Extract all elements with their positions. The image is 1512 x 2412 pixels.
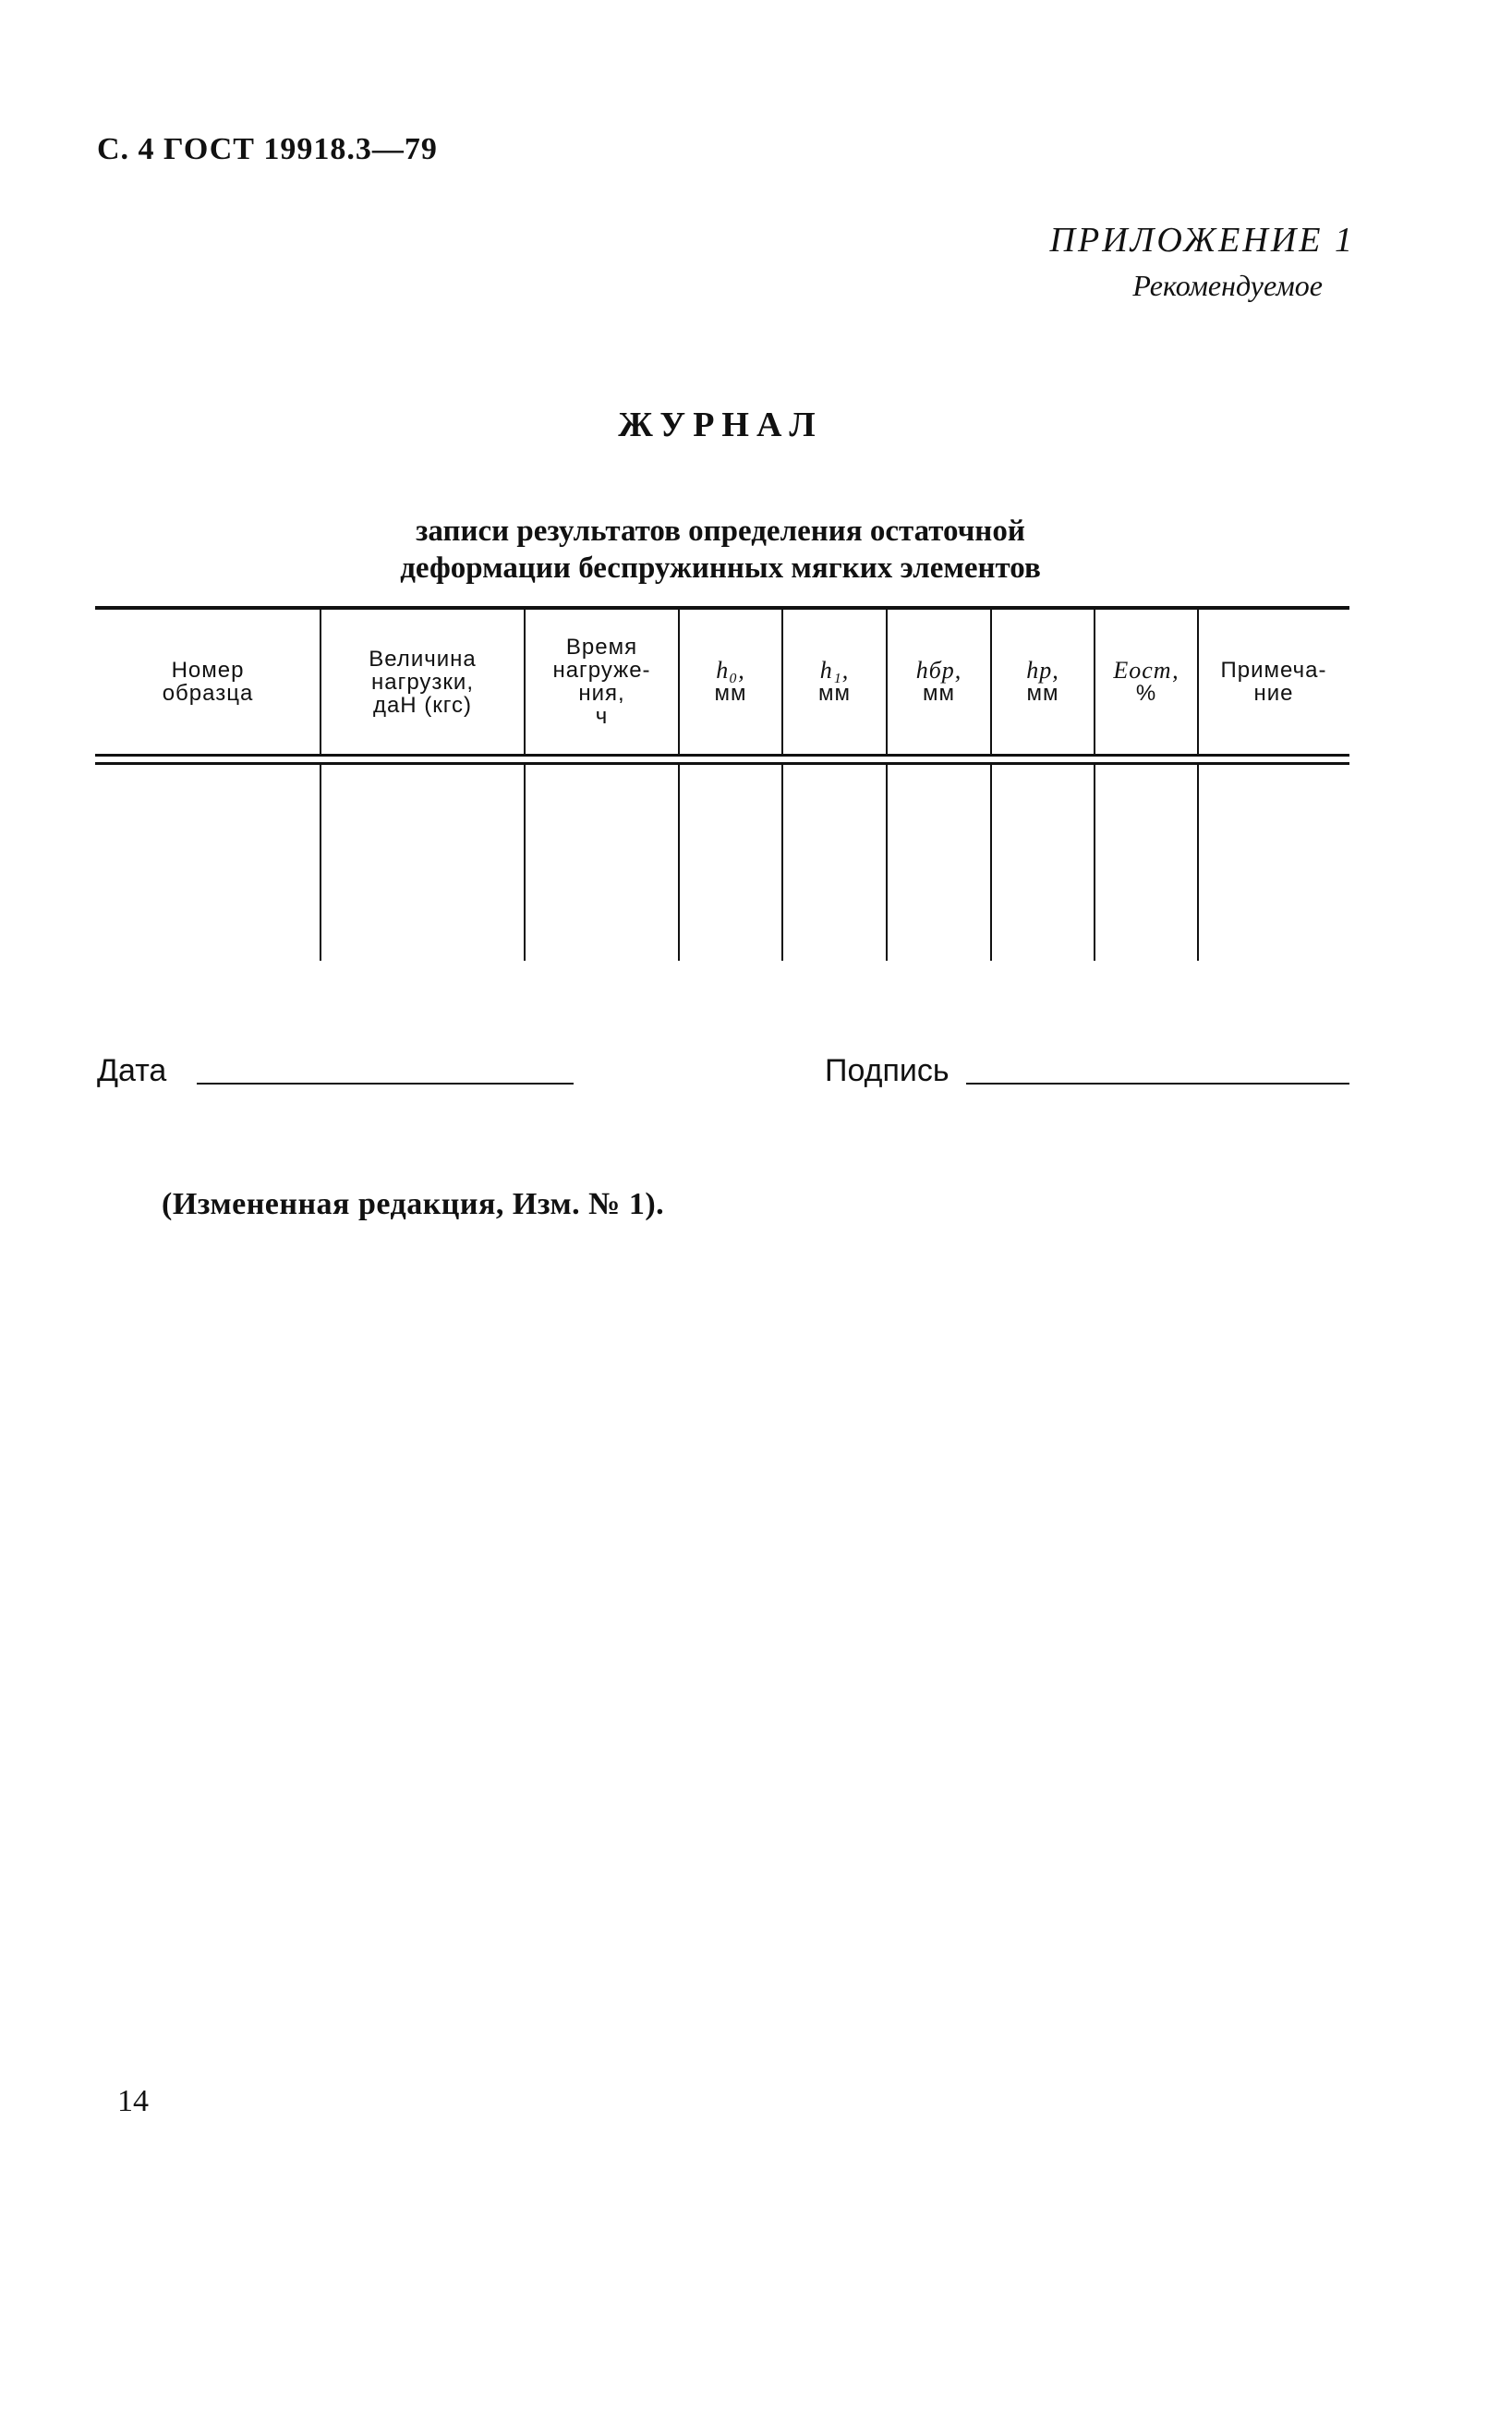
signature-field-line [966,1083,1349,1085]
edition-note: (Измененная редакция, Изм. № 1). [162,1187,665,1221]
table-header-cell [1095,610,1198,754]
table-header-line: h₁, [819,657,850,684]
journal-subtitle [0,513,1441,587]
table-column-divider [886,765,888,961]
table-header-cell [95,610,321,754]
table-column-divider [1197,765,1199,961]
table-header-label [818,659,851,705]
date-field-line [197,1083,574,1085]
table-header-line: Eост, [1113,657,1179,684]
table-header-label [1221,659,1327,705]
table-header-cell [525,610,679,754]
table-header-line: мм [714,681,747,706]
table-column-divider [320,610,321,754]
table-header-line: hбр, [915,657,962,684]
table-header-label [163,659,254,705]
table-header-line: Номер [171,658,245,683]
table-header-rule [95,754,1349,757]
table-column-divider [678,765,680,961]
table-header-cell [1198,610,1349,754]
table-header-line: % [1135,681,1157,706]
table-header-line: Время [565,635,638,660]
table-header-label [552,636,650,728]
table-header-line: ч [595,704,609,729]
results-table [95,606,1349,961]
table-header-cell [679,610,782,754]
table-header-rule-double [95,762,1349,765]
table-column-divider [781,610,783,754]
table-column-divider [1094,765,1095,961]
table-header-line: ния, [578,681,625,706]
table-header-label [1026,659,1059,705]
table-header-line: мм [922,681,955,706]
table-column-divider [990,610,992,754]
table-header-line: нагрузки, [370,669,474,695]
table-header-line: мм [1026,681,1059,706]
journal-subtitle-line2: деформации беспружинных мягких элементов [400,551,1041,585]
table-column-divider [1094,610,1095,754]
table-header-cell [991,610,1095,754]
date-label: Дата [97,1053,167,1088]
journal-title: ЖУРНАЛ [618,406,823,444]
appendix-subtitle: Рекомендуемое [1132,269,1323,302]
table-header-line: нагруже- [552,658,651,683]
table-header-line: Примеча- [1220,658,1327,683]
table-header-label [916,659,962,705]
table-column-divider [524,765,526,961]
table-column-divider [781,765,783,961]
journal-subtitle-line1: записи результатов определения остаточной [416,515,1025,548]
table-header-label [369,648,476,717]
table-header-line: hр, [1026,657,1059,684]
table-column-divider [678,610,680,754]
table-column-divider [886,610,888,754]
appendix-title: ПРИЛОЖЕНИЕ 1 [1049,221,1355,260]
table-header-line: ние [1253,681,1294,706]
table-header-cell [887,610,991,754]
signature-label: Подпись [825,1053,950,1088]
table-header-line: образца [162,681,254,706]
table-header-cell [321,610,525,754]
table-header-label [715,659,747,705]
table-header-cell [782,610,887,754]
table-column-divider [524,610,526,754]
table-column-divider [320,765,321,961]
table-header-line: h₀, [716,657,745,684]
table-column-divider [1197,610,1199,754]
table-header-line: мм [818,681,851,706]
page-number: 14 [117,2084,149,2118]
table-header-line: даН (кгс) [372,692,473,718]
table-header-line: Величина [369,646,477,672]
table-column-divider [990,765,992,961]
document-header: С. 4 ГОСТ 19918.3—79 [97,132,438,166]
table-header-label [1113,659,1179,705]
